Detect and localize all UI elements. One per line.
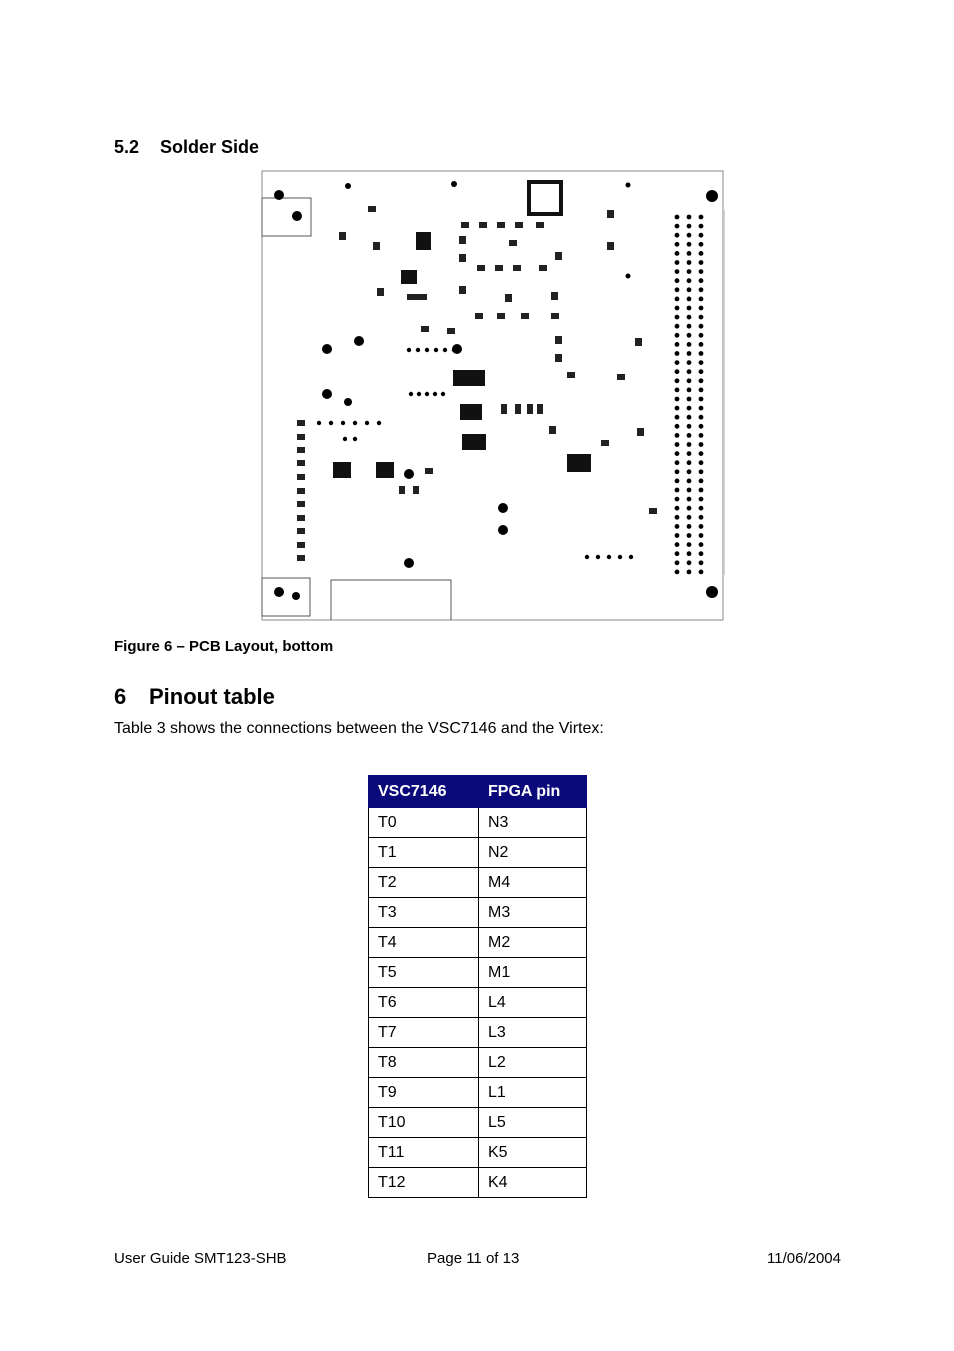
signal-cell: T11 (369, 1138, 479, 1168)
mounting-holes (274, 181, 718, 600)
signal-cell: T5 (369, 958, 479, 988)
fpga-pin-cell: M4 (479, 868, 587, 898)
fpga-pin-cell: M3 (479, 898, 587, 928)
chapter-title: Pinout table (149, 684, 275, 709)
fpga-pin-cell: L3 (479, 1018, 587, 1048)
column-header-fpga-pin: FPGA pin (479, 776, 587, 808)
signal-cell: T9 (369, 1078, 479, 1108)
pcb-layout-figure (261, 170, 725, 622)
fpga-pin-cell: K4 (479, 1168, 587, 1198)
pinout-table (368, 775, 587, 1198)
signal-cell: T3 (369, 898, 479, 928)
signal-cell: T0 (369, 808, 479, 838)
signal-cell: T10 (369, 1108, 479, 1138)
signal-cell: T6 (369, 988, 479, 1018)
fpga-pin-cell: L5 (479, 1108, 587, 1138)
table-row (369, 1018, 587, 1048)
table-row (369, 868, 587, 898)
intro-paragraph: Table 3 shows the connections between the VSC7146 and the Virtex: (114, 720, 604, 737)
table-row (369, 838, 587, 868)
footer-page-number: Page 11 of 13 (427, 1250, 520, 1267)
fpga-pin-cell: M1 (479, 958, 587, 988)
section-title: Solder Side (160, 137, 260, 157)
chapter-number: 6 (114, 684, 127, 709)
fpga-pin-cell: L1 (479, 1078, 587, 1108)
table-row (369, 808, 587, 838)
signal-cell: T12 (369, 1168, 479, 1198)
signal-cell: T1 (369, 838, 479, 868)
connector-pin-header (675, 215, 704, 575)
chapter-heading (114, 684, 275, 710)
table-row (369, 898, 587, 928)
table-row (369, 1138, 587, 1168)
table-row (369, 988, 587, 1018)
table-row (369, 1048, 587, 1078)
fpga-pin-cell: M2 (479, 928, 587, 958)
signal-cell: T4 (369, 928, 479, 958)
table-row (369, 1168, 587, 1198)
figure-caption: Figure 6 – PCB Layout, bottom (114, 638, 334, 655)
signal-cell: T7 (369, 1018, 479, 1048)
fpga-pin-cell: N2 (479, 838, 587, 868)
table-header-row (369, 776, 587, 808)
table-row (369, 928, 587, 958)
table-row (369, 1078, 587, 1108)
signal-cell: T2 (369, 868, 479, 898)
table-row (369, 1108, 587, 1138)
section-number: 5.2 (114, 137, 140, 157)
footer-document-title: User Guide SMT123-SHB (114, 1250, 287, 1267)
fpga-pin-cell: N3 (479, 808, 587, 838)
table-row (369, 958, 587, 988)
column-header-vsc7146: VSC7146 (369, 776, 479, 808)
fpga-pin-cell: L4 (479, 988, 587, 1018)
fpga-pin-cell: L2 (479, 1048, 587, 1078)
signal-cell: T8 (369, 1048, 479, 1078)
fpga-pin-cell: K5 (479, 1138, 587, 1168)
footer-date: 11/06/2004 (767, 1250, 841, 1267)
section-heading (114, 137, 259, 158)
